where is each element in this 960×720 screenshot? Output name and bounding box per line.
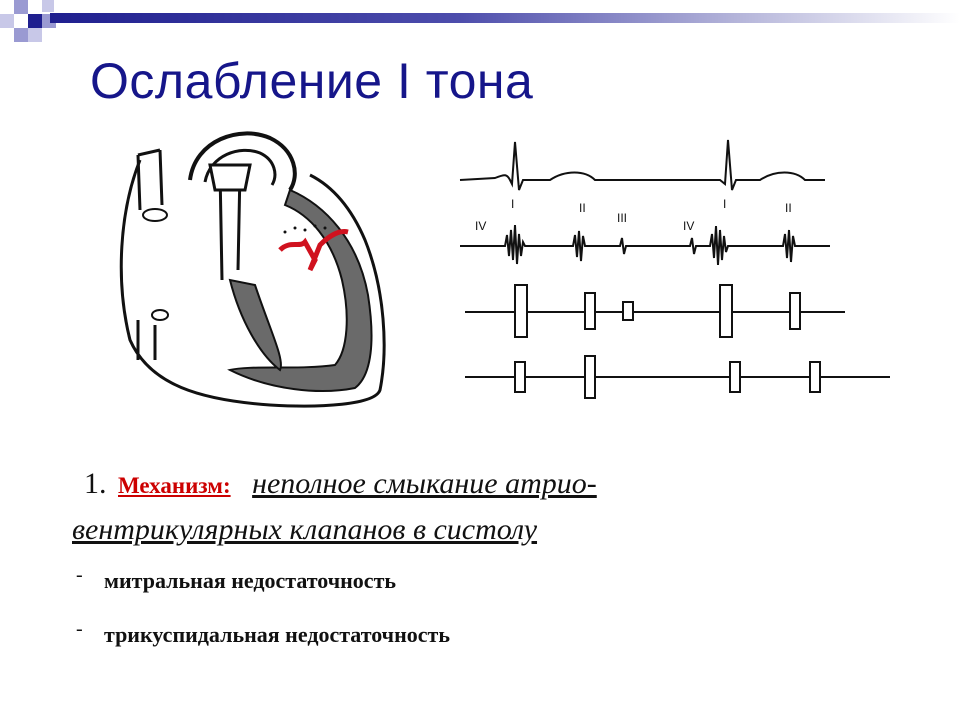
list-item-text: трикуспидальная недостаточность <box>104 622 450 647</box>
ecg-trace <box>460 140 825 190</box>
title-bar-gradient <box>50 13 960 23</box>
label-iv-1: IV <box>475 219 487 233</box>
label-ii-1: II <box>579 201 586 215</box>
label-i-1: I <box>511 197 515 211</box>
heart-sound-trace <box>460 225 830 265</box>
label-ii-2: II <box>785 201 792 215</box>
list-item-tricuspid <box>76 618 450 648</box>
corner-decoration <box>0 0 70 60</box>
list-bullet: - <box>76 618 83 640</box>
mechanism-number: 1 <box>84 467 99 500</box>
mechanism-number-dot: . <box>99 467 107 500</box>
list-item-text: митральная недостаточность <box>104 568 397 593</box>
label-iii: III <box>617 211 628 225</box>
mechanism-label: Механизм: <box>118 473 231 498</box>
heart-diagram <box>110 120 410 420</box>
label-iv-2: IV <box>683 219 695 233</box>
list-item-mitral <box>76 564 397 594</box>
mechanism-block <box>72 462 892 552</box>
list-bullet: - <box>76 564 83 586</box>
phonocardiogram-diagram <box>455 130 895 420</box>
mechanism-text-line2: вентрикулярных клапанов в систолу <box>72 513 538 546</box>
slide-title: Ослабление I тона <box>90 53 534 109</box>
mechanism-text-line1: неполное смыкание атрио- <box>252 467 597 500</box>
label-i-2: I <box>723 197 727 211</box>
